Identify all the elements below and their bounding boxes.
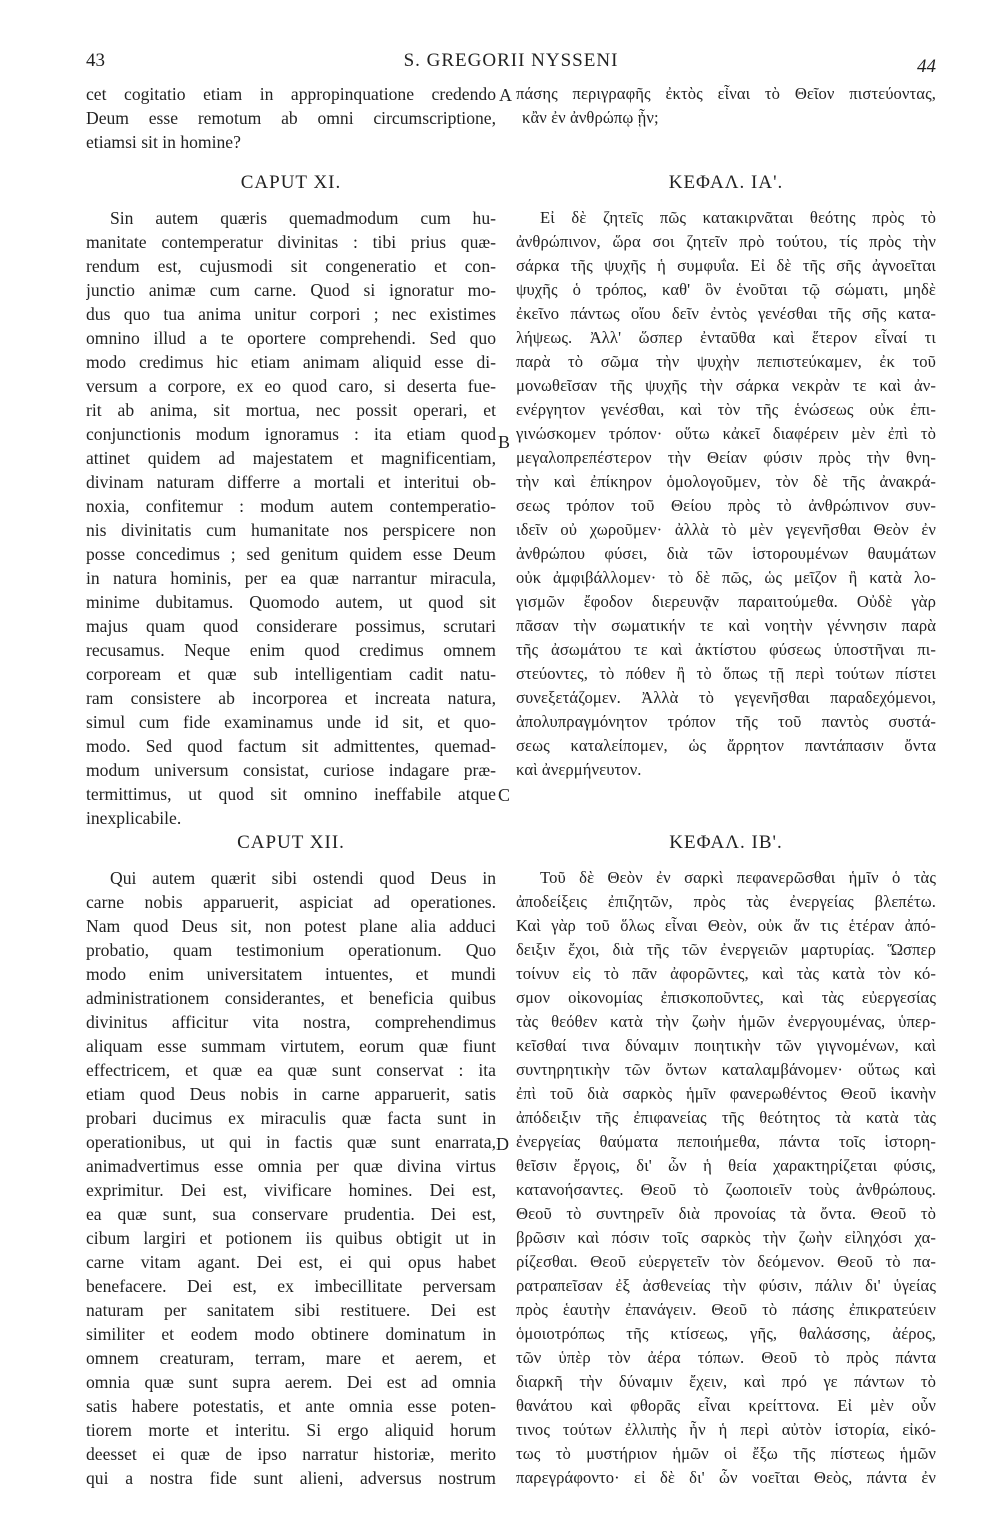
text-line: carne vitam agant. Dei est, ei qui opus habet bbox=[86, 1252, 496, 1272]
text-line: κἂν ἐν ἀνθρώπῳ ᾖν; bbox=[522, 108, 659, 127]
text-line: versum a corpore, ex eo quod caro, si deserta fue- bbox=[86, 376, 496, 396]
text-line: ἀνθρώπινον, ὥρα σοι ζητεῖν πρὸ τούτου, τίς πρὸς τὴν bbox=[516, 232, 936, 251]
text-line: λήψεως. Ἀλλ' ὥσπερ ἐνταῦθα καὶ ἕτερον εἶναί τι bbox=[516, 328, 936, 347]
text-line: βρῶσιν καὶ πόσιν τοῖς σαρκὸς τὴν ζωὴν εἰληχόσι χα- bbox=[516, 1228, 936, 1247]
top-latin-text bbox=[86, 82, 496, 154]
text-line: modo credimus hic etiam animam aliquid esse di- bbox=[86, 352, 496, 372]
text-line: ἐπὶ τοῦ διὰ σαρκὸς ἡμῖν φανερωθέντος Θεοῦ ἱκανὴν bbox=[516, 1084, 936, 1103]
text-line: in natura hominis, per ea quæ narrantur miracula, bbox=[86, 568, 496, 588]
text-line: κατανοήσαντες. Θεοῦ τὸ ζωοποιεῖν τοὺς ἀνθρώπους. bbox=[516, 1180, 936, 1199]
text-line: μονωθεῖσαν τῆς ψυχῆς τὴν σάρκα νεκρὰν τε καὶ ἀν- bbox=[516, 376, 936, 395]
text-line: omnia quæ sunt supra aerem. Dei est ad omnia bbox=[86, 1372, 496, 1392]
text-line: ὁμοιοτρόπως τῆς κτίσεως, γῆς, θαλάσσης, ἀέρος, bbox=[516, 1324, 936, 1343]
text-line: τως τὸ μυστήριον ἡμῶν οἱ ἔξω τῆς πίστεως ἡμῶν bbox=[516, 1444, 936, 1463]
text-line: ρίζεσθαι. Θεοῦ εὐεργετεῖν τὸν δεόμενον. Θεοῦ τὸ πα- bbox=[516, 1252, 936, 1271]
text-line: rit ab anima, sit mortua, nec possit operari, et bbox=[86, 400, 496, 420]
caput-xi-latin-title: CAPUT XI. bbox=[240, 172, 342, 193]
text-line: administrationem considerantes, et beneficia quibus bbox=[86, 988, 496, 1008]
text-line: θανάτου καὶ φθορᾶς εἶναι κρείττονα. Εἰ μὲν οὖν bbox=[516, 1396, 936, 1415]
text-line: ἀπολυπραγμόνητον τρόπον τῆς τοῦ παντὸς συστά- bbox=[516, 712, 936, 731]
text-line: carne nobis apparuerit, aspiciat ad operationes. bbox=[86, 892, 496, 912]
text-line: σεως καταλείπομεν, ὡς ἄρρητον παντάπασιν ὄντα bbox=[516, 736, 936, 755]
text-line: operationibus, ut qui in factis quæ sunt enarrata, bbox=[86, 1132, 496, 1152]
text-line: ρατραπεῖσαν ἐξ ἀσθενείας τὴν φύσιν, πάλιν δι' ὑγείας bbox=[516, 1276, 936, 1295]
caput-xii-greek-title: ΚΕΦΑΛ. ΙΒ'. bbox=[669, 832, 783, 853]
caput-xii-greek-text bbox=[516, 866, 936, 1490]
text-line: posse concedimus ; sed genitum quidem esse Deum bbox=[86, 544, 496, 564]
text-line: πρὸς ἑαυτὴν ἐπανάγειν. Θεοῦ τὸ πάσης ἐπικρατεύειν bbox=[516, 1300, 936, 1319]
text-line: majus quam quod considerare possimus, scrutari bbox=[86, 616, 496, 636]
text-line: nis divinitatis cum humanitate nos perspicere non bbox=[86, 520, 496, 540]
margin-marker-d: D bbox=[496, 1134, 509, 1154]
text-line: ἀπόδειξιν τῆς ἐπιφανείας τῆς θεότητος τὰ κατὰ τὰς bbox=[516, 1108, 936, 1127]
text-line: etiamsi sit in homine? bbox=[86, 132, 241, 152]
text-line: cet cogitatio etiam in appropinquatione credendo bbox=[86, 84, 496, 104]
text-line: πάσης περιγραφῆς ἐκτὸς εἶναι τὸ Θεῖον πιστεύοντας, bbox=[516, 84, 936, 103]
caput-xii-latin-text bbox=[86, 866, 496, 1490]
text-line: Τοῦ δὲ Θεὸν ἐν σαρκὶ πεφανερῶσθαι ἡμῖν ὁ τὰς bbox=[540, 868, 936, 887]
text-line: ea quæ sunt, sua conservare prudentia. Dei est, bbox=[86, 1204, 496, 1224]
text-line: τῶν ὑπὲρ τὸν ἀέρα τόπων. Θεοῦ τὸ πρὸς πάντα bbox=[516, 1348, 936, 1367]
text-line: παρεγράφοντο· εἰ δὲ δι' ὧν νοεῖται Θεὸς, πάντα ἐν bbox=[516, 1468, 936, 1487]
text-line: termittimus, ut quod sit omnino ineffabile atque bbox=[86, 784, 496, 804]
text-line: συντηρητικὴν τῶν ὄντων καταλαμβάνομεν· οὕτως καὶ bbox=[516, 1060, 936, 1079]
text-line: οὐκ ἀμφιβάλλομεν· τὸ δὲ πῶς, ὡς μεῖζον ἢ κατὰ λο- bbox=[516, 568, 936, 587]
text-line: minime dubitamus. Quomodo autem, ut quod sit bbox=[86, 592, 496, 612]
text-line: διαρκῆ τὴν δύναμιν ἔχειν, καὶ πρό γε πάντων τὸ bbox=[516, 1372, 936, 1391]
text-line: omnino illud a te oportere comprehendi. Sed quo bbox=[86, 328, 496, 348]
text-line: corpoream et quæ sub intelligentiam cadit natu- bbox=[86, 664, 496, 684]
text-line: modo. Sed quod factum sit admittentes, quemad- bbox=[86, 736, 496, 756]
page-number-right: 44 bbox=[917, 56, 936, 77]
text-line: τὴν καὶ ἐπίκηρον ὁμολογοῦμεν, τὸν δὲ τῆς ἀνακρά- bbox=[516, 472, 936, 491]
text-line: omnem creaturam, terram, mare et aerem, et bbox=[86, 1348, 496, 1368]
text-line: παρὰ τὸ σῶμα τὴν ψυχὴν πεπιστεύκαμεν, ἐκ τοῦ bbox=[516, 352, 936, 371]
text-line: δειξιν ἔχοι, διὰ τῆς τῶν ἐνεργειῶν μαρτυρίας. Ὥσπερ bbox=[516, 940, 936, 959]
text-line: Sin autem quæris quemadmodum cum hu- bbox=[110, 208, 496, 228]
text-line: σεως τρόπον τοῦ Θείου πρὸς τὸ ἀνθρώπινον συν- bbox=[516, 496, 936, 515]
text-line: satis habere potestatis, et ante omnia esse poten- bbox=[86, 1396, 496, 1416]
text-line: conjunctionis modum ignoramus : ita etiam quod bbox=[86, 424, 496, 444]
text-line: σάρκα τῆς ψυχῆς ἡ συμφυΐα. Εἰ δὲ τῆς σῆς ἀγνοεῖται bbox=[516, 256, 936, 275]
text-line: ἐνεργείας θαύματα πεποιήμεθα, πάντα τοῖς ἱστορη- bbox=[516, 1132, 936, 1151]
text-line: Qui autem quærit sibi ostendi quod Deus in bbox=[110, 868, 496, 888]
text-line: modum universum consistat, curiose indagare præ- bbox=[86, 760, 496, 780]
text-line: similiter et eodem modo obtinere dominatum in bbox=[86, 1324, 496, 1344]
text-line: γινώσκομεν τρόπον· οὕτω κἀκεῖ διαφέρειν μὲν ἐπὶ τὸ bbox=[516, 424, 936, 443]
text-line: ιδεῖν οὐ χωροῦμεν· ἀλλὰ τὸ μὲν γεγενῆσθαι Θεὸν ἐν bbox=[516, 520, 936, 539]
text-line: μεγαλοπρεπέστερον τὴν Θείαν φύσιν πρὸς τὴν θνη- bbox=[516, 448, 936, 467]
text-line: στεύοντες, τὸ πόθεν ἢ τὸ ὅπως τῇ περὶ τούτων πίστει bbox=[516, 664, 936, 683]
page-number-left: 43 bbox=[86, 50, 105, 71]
text-line: effectricem, et quæ ea quæ sunt conservat : ita bbox=[86, 1060, 496, 1080]
text-line: manitate contemperatur divinitas : tibi prius quæ- bbox=[86, 232, 496, 252]
text-line: junctio animæ cum carne. Quod si ignoratur mo- bbox=[86, 280, 496, 300]
caput-xi-greek-text bbox=[516, 206, 936, 782]
text-line: κεῖσθαί τινα δύναμιν ποιητικὴν τῶν γιγνομένων, καὶ bbox=[516, 1036, 936, 1055]
text-line: Θεοῦ τὸ συντηρεῖν διὰ προνοίας τὰ ὄντα. Θεοῦ τὸ bbox=[516, 1204, 936, 1223]
text-line: ram consistere ab incorporea et increata natura, bbox=[86, 688, 496, 708]
text-line: τινος τούτων ἐλλιπὴς ἦν ἡ περὶ αὐτὸν ἱστορία, εἰκό- bbox=[516, 1420, 936, 1439]
text-line: probari ducimus ex miraculis quæ facta sunt in bbox=[86, 1108, 496, 1128]
text-line: tiorem morte et interitu. Si ergo aliquid horum bbox=[86, 1420, 496, 1440]
margin-marker-a: A bbox=[499, 85, 512, 105]
text-line: Deum esse remotum ab omni circumscriptione, bbox=[86, 108, 496, 128]
text-line: σμον οἰκονομίας ἐπισκοποῦντες, καὶ τὰς εὐεργεσίας bbox=[516, 988, 936, 1007]
text-line: noxia, confitemur : modum autem contemperatio- bbox=[86, 496, 496, 516]
running-title: S. GREGORII NYSSENI bbox=[403, 50, 619, 71]
text-line: ψυχῆς ὁ τρόπος, καθ' ὃν ἑνοῦται τῷ σώματι, μηδὲ bbox=[516, 280, 936, 299]
text-line: καὶ ἀνερμήνευτον. bbox=[516, 760, 642, 779]
text-line: etiam quod Deus nobis in carne apparuerit, satis bbox=[86, 1084, 496, 1104]
text-line: τὰς θεόθεν κατὰ τὴν ζωὴν ἡμῶν ἐνεργουμένας, ὑπερ- bbox=[516, 1012, 936, 1031]
text-line: Nam quod Deus sit, non potest plane alia adduci bbox=[86, 916, 496, 936]
text-line: Καὶ γὰρ τοῦ ὅλως εἶναι Θεὸν, οὐκ ἄν τις ἑτέραν ἀπό- bbox=[516, 916, 936, 935]
text-line: Εἰ δὲ ζητεῖς πῶς κατακιρνᾶται θεότης πρὸς τὸ bbox=[540, 208, 936, 227]
text-line: probatio, quam testimonium operationum. Quo bbox=[86, 940, 496, 960]
text-line: θεῖσιν ἔργοις, δι' ὧν ἡ θεία χαρακτηρίζεται φύσις, bbox=[516, 1156, 936, 1175]
text-line: simul cum fide examinamus unde id sit, et quo- bbox=[86, 712, 496, 732]
text-line: inexplicabile. bbox=[86, 808, 182, 828]
caput-xii-latin-title: CAPUT XII. bbox=[237, 832, 345, 853]
text-line: modo enim universitatem intuentes, et mundi bbox=[86, 964, 496, 984]
margin-marker-c: C bbox=[498, 785, 511, 805]
top-greek-text bbox=[516, 82, 936, 130]
text-line: benefacere. Dei est, ex imbecillitate perversam bbox=[86, 1276, 496, 1296]
text-line: deesset ei quæ de ipso narratur historiæ, merito bbox=[86, 1444, 496, 1464]
text-line: ἐκεῖνο πάντως οἴου δεῖν ἐντὸς γενέσθαι τῆς σῆς κατα- bbox=[516, 304, 936, 323]
text-line: ενέργητον γενέσθαι, καὶ τὸν τῆς ἑνώσεως οὐκ ἐπι- bbox=[516, 400, 936, 419]
text-line: exprimitur. Dei est, vivificare homines. Dei est, bbox=[86, 1180, 496, 1200]
text-line: attinet quidem ad majestatem et magnificentiam, bbox=[86, 448, 496, 468]
text-line: naturam per sanitatem sibi restituere. Dei est bbox=[86, 1300, 496, 1320]
text-line: πᾶσαν τὴν σωματικήν τε καὶ νοητὴν γέννησιν παρὰ bbox=[516, 616, 936, 635]
text-line: συνεξετάζομεν. Ἀλλὰ τὸ γεγενῆσθαι παραδεχόμενοι, bbox=[516, 688, 936, 707]
text-line: animadvertimus esse omnia per quæ divina virtus bbox=[86, 1156, 496, 1176]
text-line: qui a nostra fide sunt alieni, adversus nostrum bbox=[86, 1468, 496, 1488]
text-line: divinitus afficitur vita nostra, comprehendimus bbox=[86, 1012, 496, 1032]
text-line: ἀνθρώπου φύσει, διὰ τῶν ἱστορουμένων θαυμάτων bbox=[516, 544, 936, 563]
margin-marker-b: B bbox=[498, 432, 511, 452]
caput-xi-latin-text bbox=[86, 206, 496, 830]
text-line: cibum largiri et potionem iis quibus obtigit ut in bbox=[86, 1228, 496, 1248]
text-line: aliquam esse summam virtutem, eorum quæ fiunt bbox=[86, 1036, 496, 1056]
text-line: recusamus. Neque enim quod credimus omnem bbox=[86, 640, 496, 660]
text-line: τῆς ἀσωμάτου τε καὶ ἀκτίστου φύσεως ὑποστῆναι πι- bbox=[516, 640, 936, 659]
caput-xi-greek-title: ΚΕΦΑΛ. ΙΑ'. bbox=[668, 172, 784, 193]
text-line: γισμῶν ἔφοδον διερευνᾷν παραιτούμεθα. Οὐδὲ γὰρ bbox=[516, 592, 936, 611]
text-line: dus quo tua anima unitur corpori ; nec existimes bbox=[86, 304, 496, 324]
text-line: ἀποδείξεις ἐπιζητῶν, πρὸς τὰς ἐνεργείας βλεπέτω. bbox=[516, 892, 936, 911]
text-line: divinam naturam differre a mortali et interitui ob- bbox=[86, 472, 496, 492]
text-line: rendum est, cujusmodi sit congeneratio et con- bbox=[86, 256, 496, 276]
text-line: τοίνυν εἰς τὸ πᾶν ἀφορῶντες, καὶ τὰς κατὰ τὸν κό- bbox=[516, 964, 936, 983]
page-header bbox=[86, 50, 936, 80]
